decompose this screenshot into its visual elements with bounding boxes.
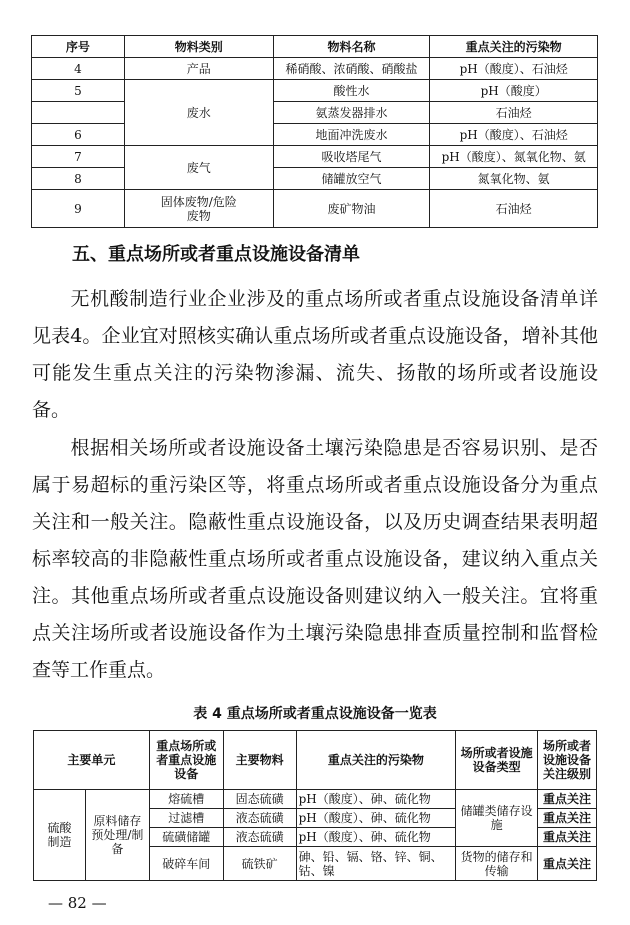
cell-facility: 过滤槽	[149, 809, 223, 828]
cell-level: 重点关注	[538, 828, 597, 847]
paragraph	[32, 430, 598, 689]
section-heading: 五、重点场所或者重点设施设备清单	[72, 244, 360, 265]
cell-pollutant: 石油烃	[430, 102, 598, 124]
table-header-row	[34, 731, 597, 790]
cell-subunit: 原料储存预处理/制备	[85, 790, 149, 881]
cell-material: 氨蒸发器排水	[273, 102, 430, 124]
cell-material: 液态硫磺	[223, 828, 296, 847]
cell-no: 7	[32, 146, 125, 168]
cell-material: 稀硝酸、浓硝酸、硝酸盐	[273, 58, 430, 80]
cell-material: 废矿物油	[273, 190, 430, 228]
table-row	[34, 790, 597, 809]
key-facilities-table	[33, 730, 597, 881]
cell-level: 重点关注	[538, 809, 597, 828]
cell-pollutant: pH（酸度）、砷、硫化物	[296, 790, 456, 809]
cell-no: 6	[32, 124, 125, 146]
cell-pollutant: pH（酸度）、砷、硫化物	[296, 828, 456, 847]
header-cell: 场所或者设施设备关注级别	[538, 731, 597, 790]
header-cell: 序号	[32, 36, 125, 58]
header-cell: 物料类别	[124, 36, 273, 58]
cell-level: 重点关注	[538, 790, 597, 809]
cell-material: 酸性水	[273, 80, 430, 102]
table-row	[32, 102, 598, 124]
cell-no: 4	[32, 58, 125, 80]
cell-facility: 破碎车间	[149, 847, 223, 881]
cell-category: 废水	[124, 80, 273, 146]
cell-no: 5	[32, 80, 125, 102]
table-header-row	[32, 36, 598, 58]
cell-no	[32, 102, 125, 124]
cell-pollutant: pH（酸度）、石油烃	[430, 58, 598, 80]
paragraph-text: 根据相关场所或者设施设备土壤污染隐患是否容易识别、是否属于易超标的重污染区等，将重点场所或者重点设施设备分为重点关注和一般关注。隐蔽性重点设施设备，以及历史调查结果表明超标率较高的非隐蔽性重点场所或者重点设施设备，建议纳入重点关注。其他重点场所或者重点设施设备则建议纳入一般关注。宜将重点关注场所或者设施设备作为土壤污染隐患排查质量控制和监督检查等工作重点。	[32, 437, 598, 681]
cell-no: 8	[32, 168, 125, 190]
cell-category: 固体废物/危险废物	[124, 190, 273, 228]
header-cell: 场所或者设施设备类型	[456, 731, 538, 790]
cell-pollutant: 石油烃	[430, 190, 598, 228]
paragraph	[32, 281, 598, 429]
paragraph-text: 无机酸制造行业企业涉及的重点场所或者重点设施设备清单详见表4。企业宜对照核实确认重点场所或者重点设施设备，增补其他可能发生重点关注的污染物渗漏、流失、扬散的场所或者设施设备。	[32, 288, 598, 421]
cell-pollutant: pH（酸度）、石油烃	[430, 124, 598, 146]
cell-material: 吸收塔尾气	[273, 146, 430, 168]
page-number: — 82 —	[48, 894, 107, 912]
header-cell: 重点关注的污染物	[296, 731, 456, 790]
table-row	[32, 168, 598, 190]
cell-type: 储罐类储存设施	[456, 790, 538, 847]
cell-category: 产品	[124, 58, 273, 80]
cell-pollutant: pH（酸度）	[430, 80, 598, 102]
cell-unit: 硫酸制造	[34, 790, 86, 881]
table-caption: 表 4 重点场所或者重点设施设备一览表	[193, 706, 437, 722]
table-row	[32, 146, 598, 168]
cell-facility: 熔硫槽	[149, 790, 223, 809]
header-cell: 物料名称	[273, 36, 430, 58]
table-row	[32, 190, 598, 228]
cell-level: 重点关注	[538, 847, 597, 881]
cell-facility: 硫磺储罐	[149, 828, 223, 847]
cell-pollutant: pH（酸度）、砷、硫化物	[296, 809, 456, 828]
cell-pollutant: 砷、铅、镉、铬、锌、铜、钴、镍	[296, 847, 456, 881]
cell-pollutant: pH（酸度）、氮氧化物、氨	[430, 146, 598, 168]
table-row	[32, 80, 598, 102]
header-cell: 重点场所或者重点设施设备	[149, 731, 223, 790]
table-row	[32, 124, 598, 146]
cell-material: 地面冲洗废水	[273, 124, 430, 146]
header-cell: 重点关注的污染物	[430, 36, 598, 58]
header-cell: 主要单元	[34, 731, 150, 790]
header-cell: 主要物料	[223, 731, 296, 790]
cell-material: 液态硫磺	[223, 809, 296, 828]
cell-category: 废气	[124, 146, 273, 190]
table-row	[32, 58, 598, 80]
cell-material: 固态硫磺	[223, 790, 296, 809]
pollutant-materials-table	[31, 35, 598, 228]
cell-material: 硫铁矿	[223, 847, 296, 881]
cell-type: 货物的储存和传输	[456, 847, 538, 881]
cell-material: 储罐放空气	[273, 168, 430, 190]
cell-pollutant: 氮氧化物、氨	[430, 168, 598, 190]
cell-no: 9	[32, 190, 125, 228]
